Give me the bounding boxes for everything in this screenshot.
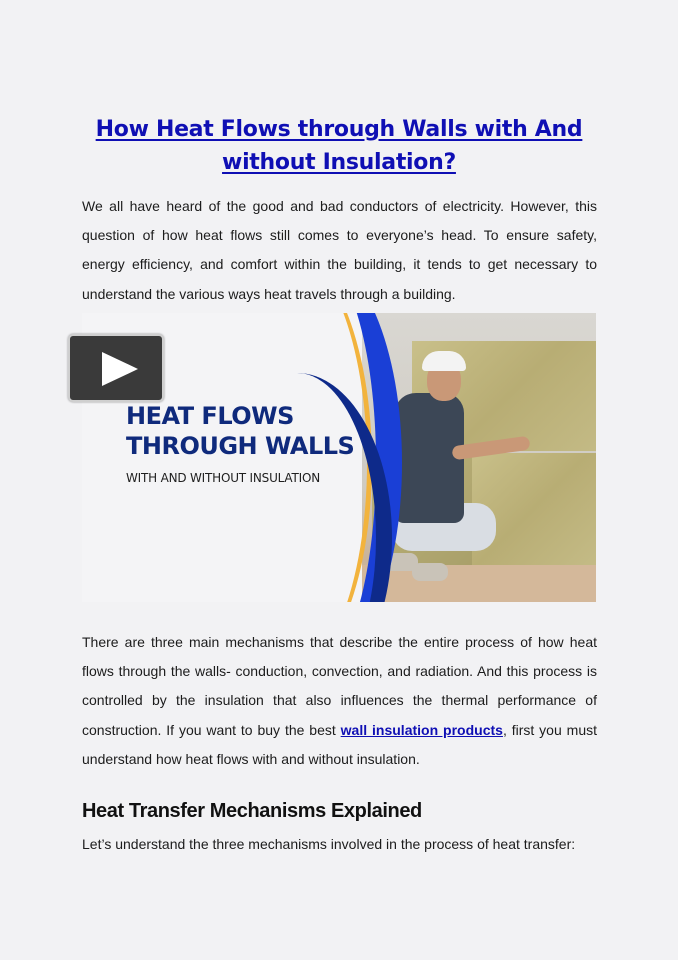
play-icon (100, 350, 140, 388)
section-heading: Heat Transfer Mechanisms Explained (82, 799, 422, 822)
banner-subheadline: WITH AND WITHOUT INSULATION (126, 471, 320, 485)
wall-insulation-products-link[interactable]: wall insulation products (340, 721, 503, 738)
page-title[interactable]: How Heat Flows through Walls with And without Insulation? (95, 116, 583, 175)
worker-shoe (412, 563, 448, 581)
banner-headline: HEAT FLOWS THROUGH WALLS (126, 402, 355, 460)
worker-cap (422, 351, 466, 371)
section-intro: Let’s understand the three mechanisms involved in the process of heat transfer: (82, 836, 576, 852)
intro-paragraph: We all have heard of the good and bad conductors of electricity. However, this question of how heat flows still comes to everyone’s head. To ensure safety, energy efficiency, and comfort within the building, it tends to get necessary to understand the various ways heat travels through a building. (82, 198, 597, 302)
mechanisms-paragraph: There are three main mechanisms that describe the entire process of how heat flows through the walls- conduction, convection, and radiation. And this process is controlled by the insulation that also influences the thermal performance of construction. If you want to buy the best wall insulation products, first you must understand how heat flows with and without insulation. (82, 634, 597, 767)
play-button[interactable] (68, 334, 164, 402)
worker-torso (394, 393, 464, 523)
